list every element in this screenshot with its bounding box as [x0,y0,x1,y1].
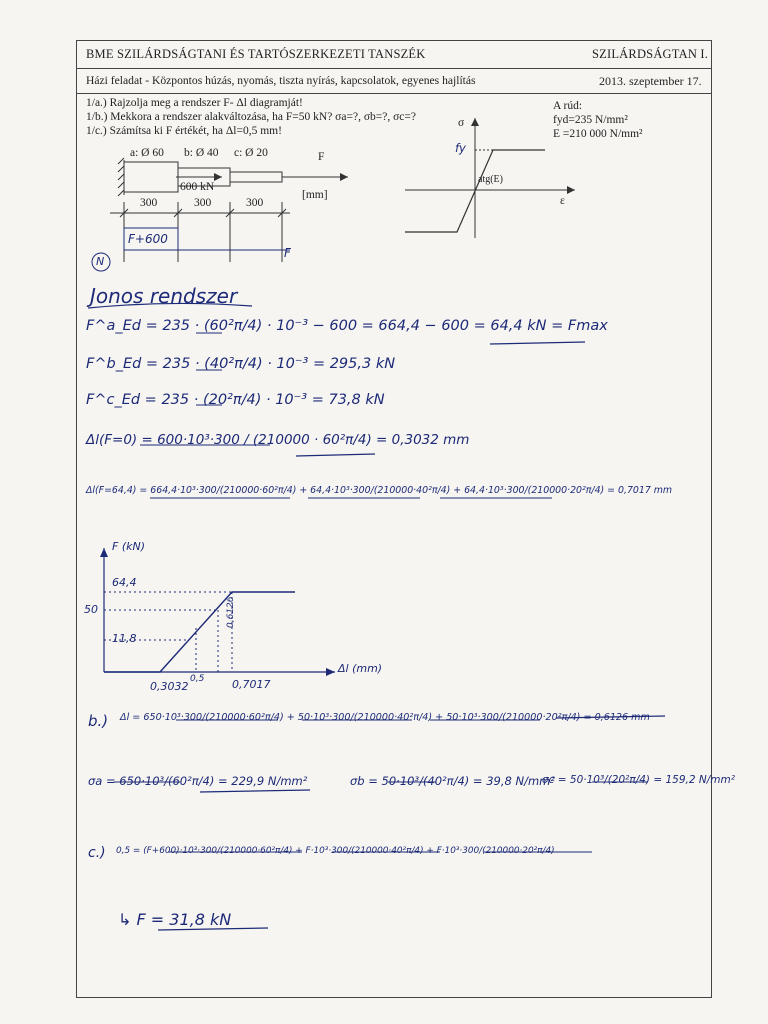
result-underline-2 [296,454,375,456]
fy-label: fy [455,141,466,155]
load-label: 600 kN [180,181,215,193]
task-b: 1/b.) Mekkora a rendszer alakváltozása, ha F=50 kN? σa=?, σb=?, σc=? [86,111,416,123]
graph-x-label: Δl (mm) [338,662,383,675]
course-name: SZILÁRDSÁGTAN I. [592,47,709,61]
part-b-label: b.) [88,712,109,730]
graph-y-label: F (kN) [112,540,146,553]
solution-heading: Jonos rendszer [90,284,238,308]
unit-label: [mm] [302,189,328,201]
part-c-equation: 0,5 = (F+600)·10³·300/(210000·60²π/4) + F·10³·300/(210000·40²π/4) + F·10³·300/(210000·20²π/4) [116,846,555,856]
department-name: BME SZILÁRDSÁGTANI ÉS TARTÓSZERKEZETI TANSZÉK [86,47,426,61]
graph-x-right: 0,7017 [232,678,271,691]
n-circle-label: N [96,255,105,268]
equation-fa: F^a_Ed = 235 · (60²π/4) · 10⁻³ − 600 = 664,4 − 600 = 64,4 kN = Fmax [86,318,608,334]
result-underline-1 [490,342,585,344]
homework-date: 2013. szeptember 17. [599,74,702,88]
length-2: 300 [194,197,212,209]
graph-y-mid: 50 [84,603,98,616]
equation-fc: F^c_Ed = 235 · (20²π/4) · 10⁻³ = 73,8 kN [86,392,385,408]
segment-c [230,172,282,182]
result-underline-4 [200,790,310,792]
part-b-equation: Δl = 650·10³·300/(210000·60²π/4) + 50·10³·300/(210000·40²π/4) + 50·10³·300/(210000·20²π/4) = 0,6126 mm [120,712,650,723]
material-e: E =210 000 N/mm² [553,128,643,140]
wall-support [118,158,124,196]
material-fy: fyd=235 N/mm² [553,114,628,126]
result-arrow-icon: ↳ [118,910,137,929]
segment-a [124,162,178,192]
diameter-a: a: Ø 60 [130,147,164,159]
length-1: 300 [140,197,158,209]
equation-fb: F^b_Ed = 235 · (40²π/4) · 10⁻³ = 295,3 kN [86,356,396,372]
load-arrowhead [214,173,222,181]
stress-a: σa = 650·10³/(60²π/4) = 229,9 N/mm² [88,774,308,788]
normal-force-f: F [284,246,291,260]
part-c-label: c.) [88,845,106,861]
task-a: 1/a.) Rajzolja meg a rendszer F- Δl diagramját! [86,97,303,109]
material-title: A rúd: [553,100,583,112]
diameter-c: c: Ø 20 [234,147,268,159]
normal-force-label: F+600 [128,232,168,246]
result-text: F = 31,8 kN [136,910,232,929]
stress-c: σc = 50·10³/(20²π/4) = 159,2 N/mm² [542,774,735,786]
graph-y-top: 64,4 [112,576,137,589]
graph-x-mid: 0,5 [190,674,205,684]
graph-x-left: 0,3032 [150,680,189,693]
homework-title: Házi feladat - Központos húzás, nyomás, tiszta nyírás, kapcsolatok, egyenes hajlítás [86,74,476,87]
length-3: 300 [246,197,264,209]
task-c: 1/c.) Számítsa ki F értékét, ha Δl=0,5 mm! [86,125,282,137]
graph-x-vertical: 0,6126 [226,596,236,628]
diameter-b: b: Ø 40 [184,147,219,159]
equation-dl0: Δl(F=0) = 600·10³·300 / (210000 · 60²π/4) = 0,3032 mm [86,432,470,448]
force-arrowhead [340,173,348,181]
part-c-result [118,910,231,929]
eps-label: ε [560,195,565,207]
angle-label: atg(E) [478,174,503,185]
force-label: F [318,151,325,163]
f-dl-graph [100,548,335,676]
sigma-label: σ [458,117,465,129]
graph-y-low: 11,8 [112,632,137,645]
stress-b: σb = 50·10³/(40²π/4) = 39,8 N/mm² [350,774,555,788]
equation-dl-max: Δl(F=64,4) = 664,4·10³·300/(210000·60²π/4) + 64,4·10³·300/(210000·40²π/4) + 64,4·10³·300/(210000·20²π/4) = 0,7017 mm [86,485,673,496]
